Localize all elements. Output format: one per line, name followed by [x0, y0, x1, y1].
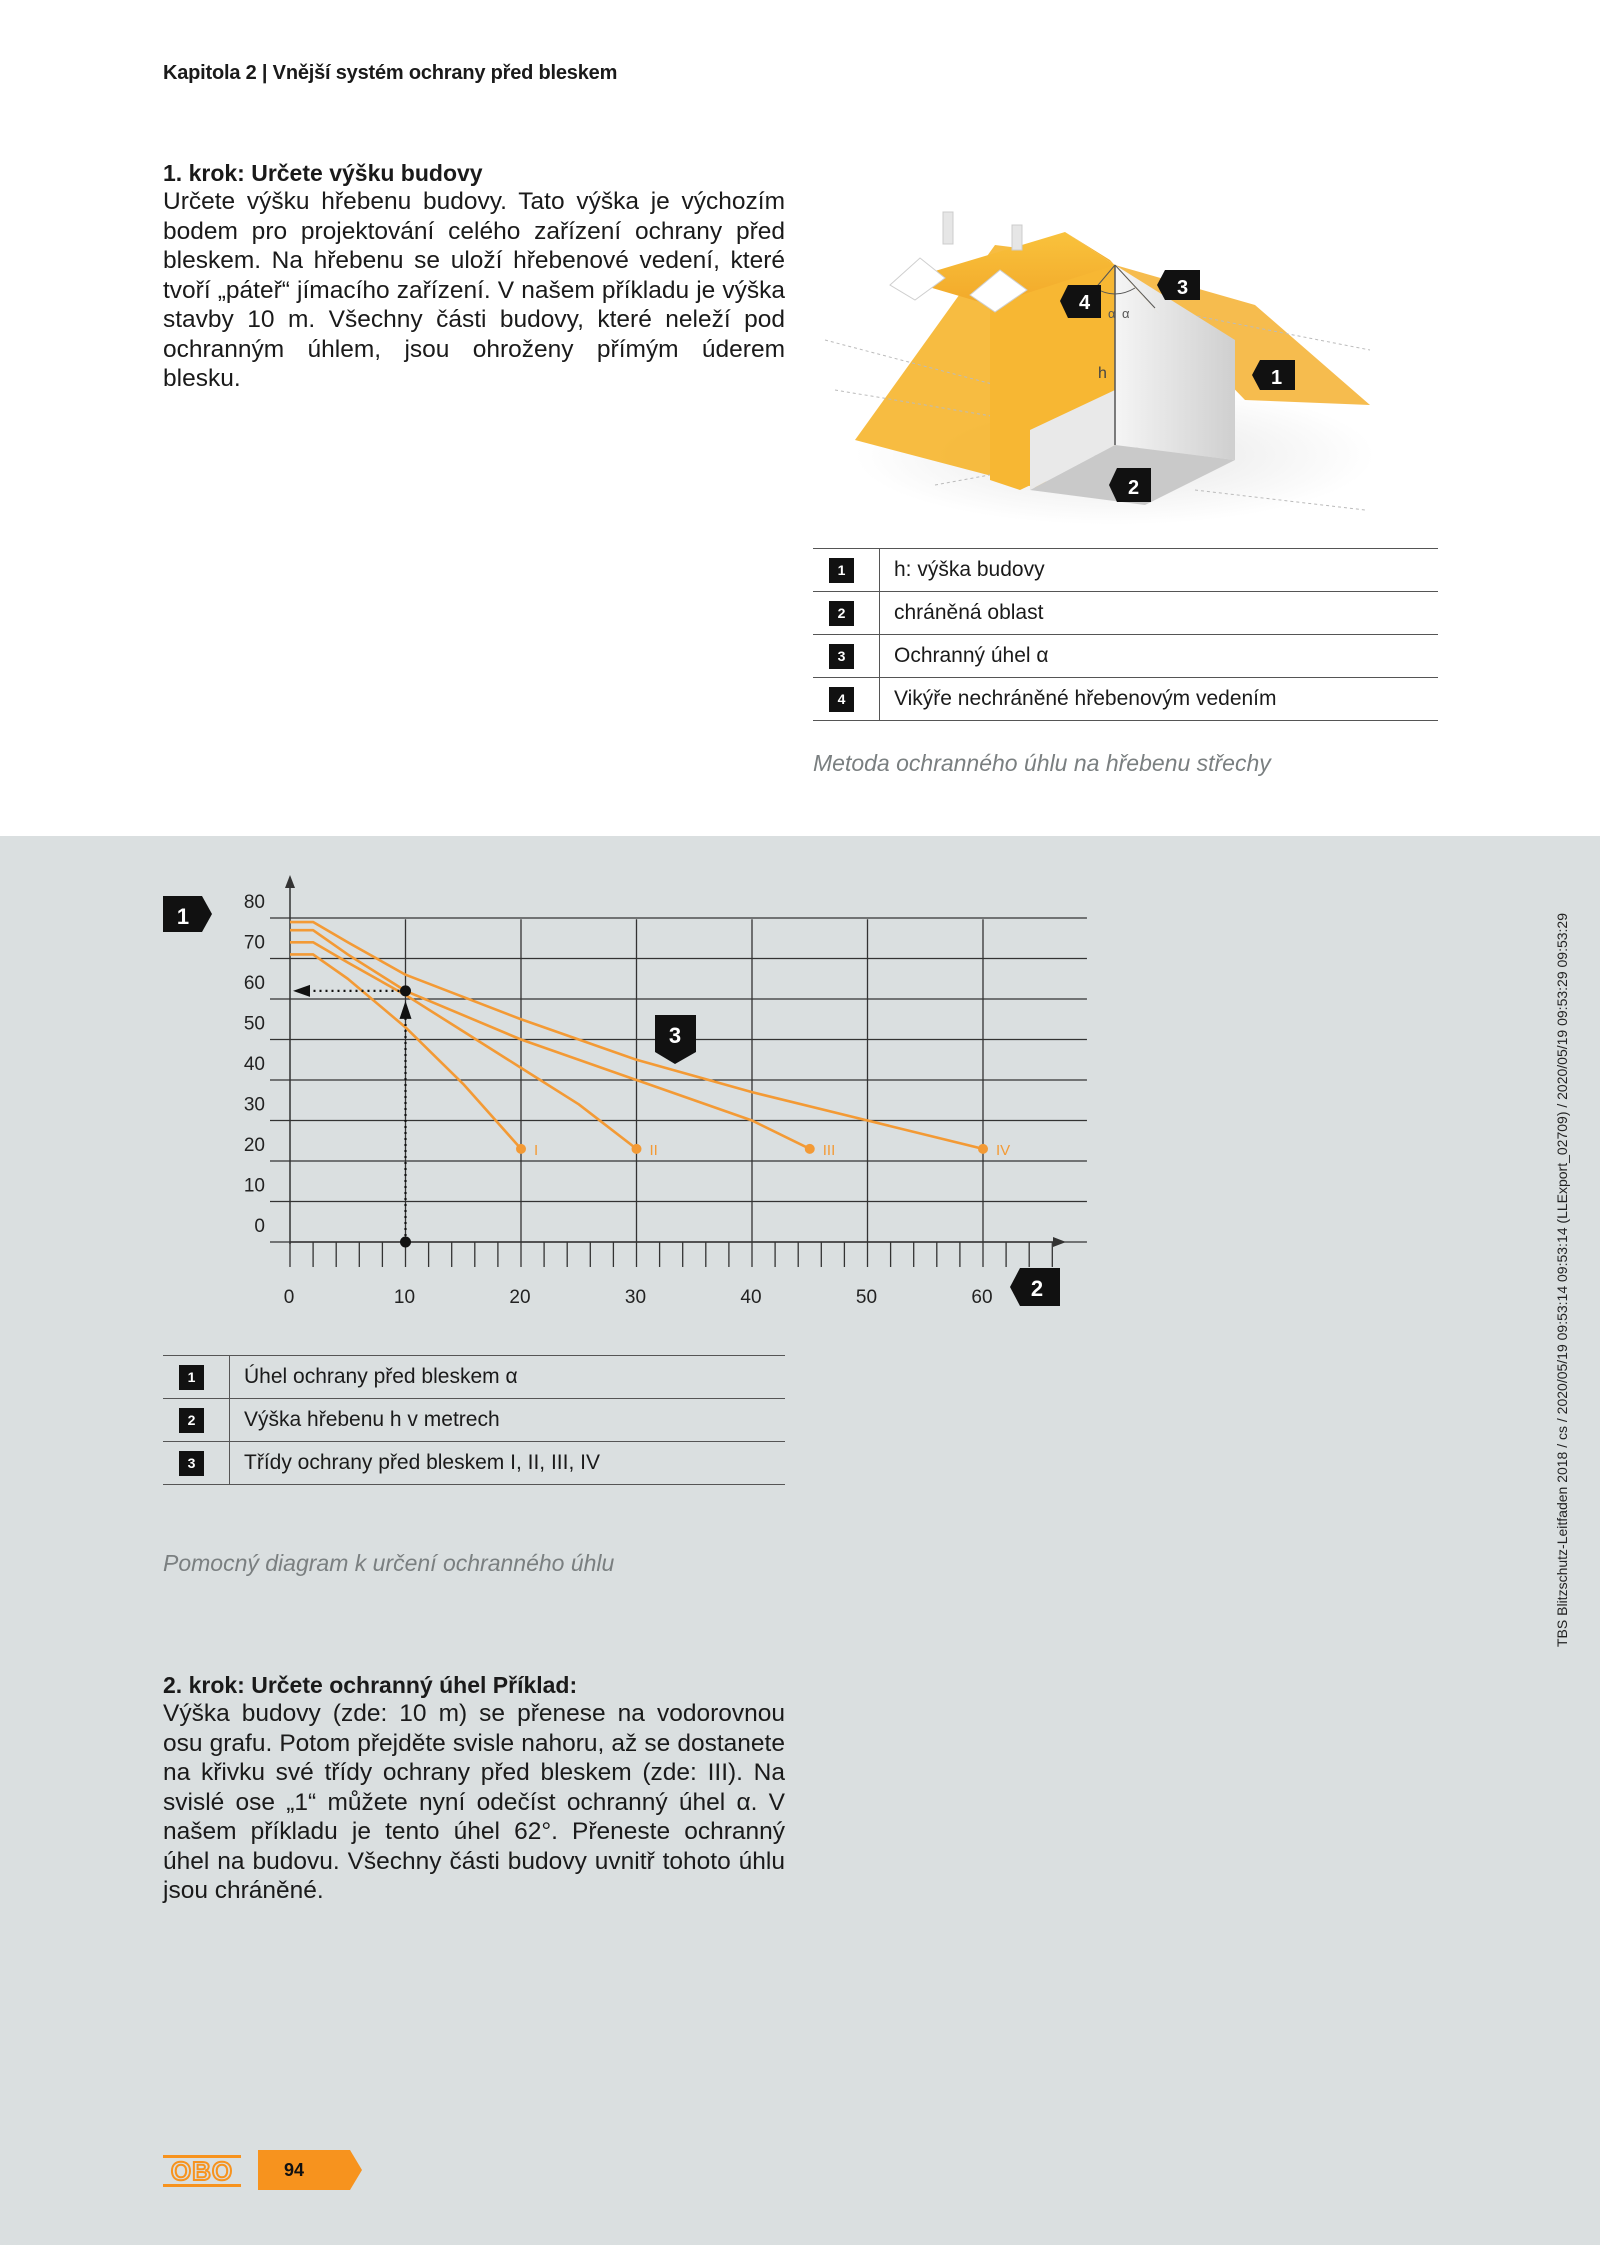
obo-logo	[163, 2155, 241, 2187]
chart-markers	[163, 896, 1060, 1306]
curve-label-IV: IV	[996, 1141, 1011, 1159]
legend-row	[163, 1442, 785, 1485]
print-meta-text: TBS Blitzschutz-Leitfaden 2018 / cs / 2020/05/19 09:53:14 09:53:14 (LLExport_02709) / 2020/05/19 09:53:29 09:53:29	[1554, 913, 1570, 1647]
marker-curves-label: 3	[668, 1023, 682, 1048]
svg-text:3: 3	[1177, 277, 1189, 299]
y-tick-label: 20	[243, 1135, 265, 1156]
legend-badge: 2	[829, 601, 854, 626]
y-tick-label: 0	[254, 1216, 265, 1237]
marker-y-axis-label: 1	[176, 904, 190, 929]
figure1-caption: Metoda ochranného úhlu na hřebenu střechy	[813, 750, 1271, 776]
x-axis-arrow	[1053, 1237, 1066, 1247]
legend-text: Vikýře nechráněné hřebenovým vedením	[880, 678, 1439, 721]
alpha-right-label: α	[1122, 306, 1130, 321]
h-label: h	[1098, 365, 1107, 382]
step2-section	[163, 1672, 785, 1906]
x-tick-label: 60	[971, 1287, 993, 1308]
legend-badge: 4	[829, 687, 854, 712]
x-tick-label: 30	[624, 1287, 647, 1308]
curve-end-point-II	[632, 1144, 642, 1154]
legend-badge: 1	[179, 1365, 204, 1390]
example-left-arrow	[293, 985, 310, 997]
example-origin-point	[400, 1237, 411, 1248]
step1-title: 1. krok: Určete výšku budovy	[163, 160, 483, 186]
legend-badge: 2	[179, 1408, 204, 1433]
curve-end-point-I	[516, 1144, 526, 1154]
step1-body: Určete výšku hřebenu budovy. Tato výška je výchozím bodem pro projektování celého zařízení ochrany před bleskem. Na hřebenu se uloží hřebenové vedení, které tvoří „páteř“ jímacího zařízení. V našem příkladu je výška stavby 10 m. Všechny části budovy, které neleží pod ochranným úhlem, jsou ohroženy přímým úderem blesku.	[163, 188, 785, 392]
curve-label-I: I	[534, 1141, 539, 1159]
y-tick-label: 30	[243, 1094, 265, 1116]
y-tick-label: 10	[243, 1175, 265, 1197]
page-number: 94	[283, 2160, 305, 2180]
x-tick-label: 10	[393, 1287, 416, 1308]
x-tick-label: 50	[855, 1287, 878, 1308]
figure2-legend	[163, 1355, 785, 1485]
step2-title: 2. krok: Určete ochranný úhel Příklad:	[163, 1672, 578, 1698]
curve-end-point-IV	[978, 1144, 988, 1154]
chart-example-path	[293, 985, 412, 1248]
legend-text: Ochranný úhel α	[880, 635, 1439, 678]
alpha-left-label: α	[1108, 306, 1116, 321]
step2-body: Výška budovy (zde: 10 m) se přenese na vodorovnou osu grafu. Potom přejděte svisle nahoru, až se dostanete na křivku své třídy ochrany před bleskem (zde: III). Na svislé ose „1“ můžete nyní odečíst ochranný úhel α. V našem příkladu je tento úhel 62°. Přeneste ochranný úhel na budovu. Všechny části budovy uvnitř tohoto úhlu jsou chráněné.	[163, 1700, 785, 1904]
example-point	[400, 985, 411, 996]
legend-badge: 1	[829, 558, 854, 583]
legend-badge: 3	[829, 644, 854, 669]
svg-text:1: 1	[1271, 367, 1283, 389]
legend-text: Úhel ochrany před bleskem α	[230, 1356, 786, 1399]
curve-end-point-III	[805, 1144, 815, 1154]
chart-ticks	[244, 892, 993, 1308]
logo-text: OBO	[170, 2156, 234, 2186]
figure2-caption: Pomocný diagram k určení ochranného úhlu	[163, 1550, 615, 1576]
legend-row	[163, 1399, 785, 1442]
y-axis-arrow	[285, 875, 295, 888]
svg-text:4: 4	[1079, 292, 1091, 314]
marker-x-axis-label: 2	[1030, 1276, 1044, 1301]
legend-text: Třídy ochrany před bleskem I, II, III, IV	[230, 1442, 786, 1485]
legend-text: chráněná oblast	[880, 592, 1439, 635]
y-tick-label: 80	[243, 892, 265, 913]
y-tick-label: 60	[243, 973, 265, 994]
chapter-header: Kapitola 2 | Vnější systém ochrany před bleskem	[163, 62, 618, 84]
legend-row	[163, 1356, 785, 1399]
y-tick-label: 70	[243, 932, 265, 954]
legend-text: h: výška budovy	[880, 549, 1439, 592]
x-tick-label: 20	[509, 1287, 531, 1308]
svg-text:2: 2	[1128, 477, 1140, 499]
legend-badge: 3	[179, 1451, 204, 1476]
curve-label-II: II	[649, 1141, 658, 1159]
y-tick-label: 50	[243, 1013, 265, 1035]
example-up-arrow	[400, 1001, 412, 1019]
legend-text: Výška hřebenu h v metrech	[230, 1399, 786, 1442]
x-tick-label: 0	[283, 1287, 295, 1308]
x-tick-label: 40	[740, 1287, 762, 1308]
y-tick-label: 40	[243, 1054, 265, 1075]
chart-curves	[290, 922, 1010, 1159]
curve-label-III: III	[822, 1141, 836, 1159]
